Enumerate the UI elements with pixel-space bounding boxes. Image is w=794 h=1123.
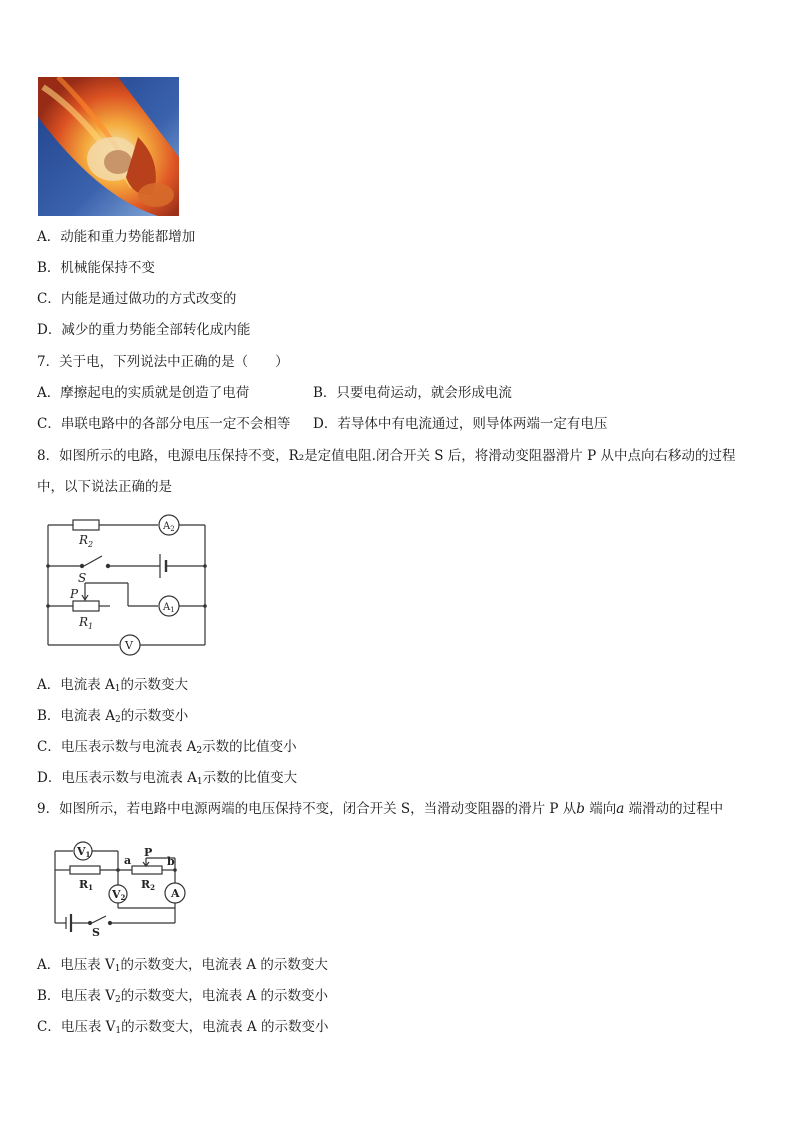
q8-circuit-diagram	[40, 510, 210, 660]
svg-text:S: S	[92, 926, 100, 938]
q8-option-b: B．电流表 $A_2$的示数变小	[37, 708, 189, 725]
q7-stem: 7．关于电，下列说法中正确的是（ ）	[37, 354, 289, 370]
svg-text:R2: R2	[141, 878, 156, 892]
svg-text:A: A	[171, 887, 180, 900]
q8-option-a: A．电流表 $A_1$的示数变大	[37, 677, 189, 694]
svg-text:A1: $A_1$	[163, 602, 175, 614]
svg-text:V2: V2	[112, 888, 126, 902]
svg-text:R1: R1	[79, 878, 94, 892]
svg-text:R1: $R_1$	[79, 615, 94, 631]
svg-text:b: b	[167, 855, 175, 868]
svg-text:S: S	[78, 571, 87, 585]
q6-option-a: A．动能和重力势能都增加	[37, 229, 196, 245]
q8-option-c: C．电压表示数与电流表 $A_2$示数的比值变小	[37, 739, 297, 756]
q9-stem: 9．如图所示，若电路中电源两端的电压保持不变，闭合开关 S，当滑动变阻器的滑片 P 从b 端向a 端滑动的过程中	[37, 801, 724, 817]
q9-option-b: B．电压表 $V_2$的示数变大，电流表 A 的示数变小	[37, 988, 329, 1005]
q6-option-b: B．机械能保持不变	[37, 260, 155, 276]
svg-text:V: V	[125, 639, 133, 652]
q8-option-d: D．电压表示数与电流表 $A_1$示数的比值变大	[37, 770, 298, 787]
svg-text:a: a	[124, 854, 132, 867]
q7-option-c: C．串联电路中的各部分电压一定不会相等	[37, 416, 291, 432]
svg-text:P: P	[70, 587, 79, 601]
q8-stem-line2: 中，以下说法正确的是	[37, 479, 172, 495]
q6-option-d: D．减少的重力势能全部转化成内能	[37, 322, 251, 338]
q9-option-a: A．电压表 $V_1$的示数变大，电流表 A 的示数变大	[37, 957, 328, 974]
q7-option-b: B．只要电荷运动，就会形成电流	[313, 385, 512, 401]
q9-option-c: C．电压表 $V_1$的示数变大，电流表 A 的示数变小	[37, 1019, 329, 1036]
svg-text:R2: $R_2$	[79, 533, 94, 549]
svg-text:V1: V1	[77, 845, 91, 859]
svg-text:P: P	[144, 846, 153, 859]
q9-circuit-diagram	[48, 838, 198, 938]
q6-option-c: C．内能是通过做功的方式改变的	[37, 291, 237, 307]
q8-stem-line1: 8．如图所示的电路，电源电压保持不变，R₂是定值电阻.闭合开关 S 后，将滑动变阻器滑片 P 从中点向右移动的过程	[37, 448, 736, 464]
q7-option-a: A．摩擦起电的实质就是创造了电荷	[37, 385, 250, 401]
q7-option-d: D．若导体中有电流通过，则导体两端一定有电压	[313, 416, 608, 432]
reentry-capsule-image	[38, 77, 179, 216]
svg-text:A2: $A_2$	[163, 521, 175, 533]
